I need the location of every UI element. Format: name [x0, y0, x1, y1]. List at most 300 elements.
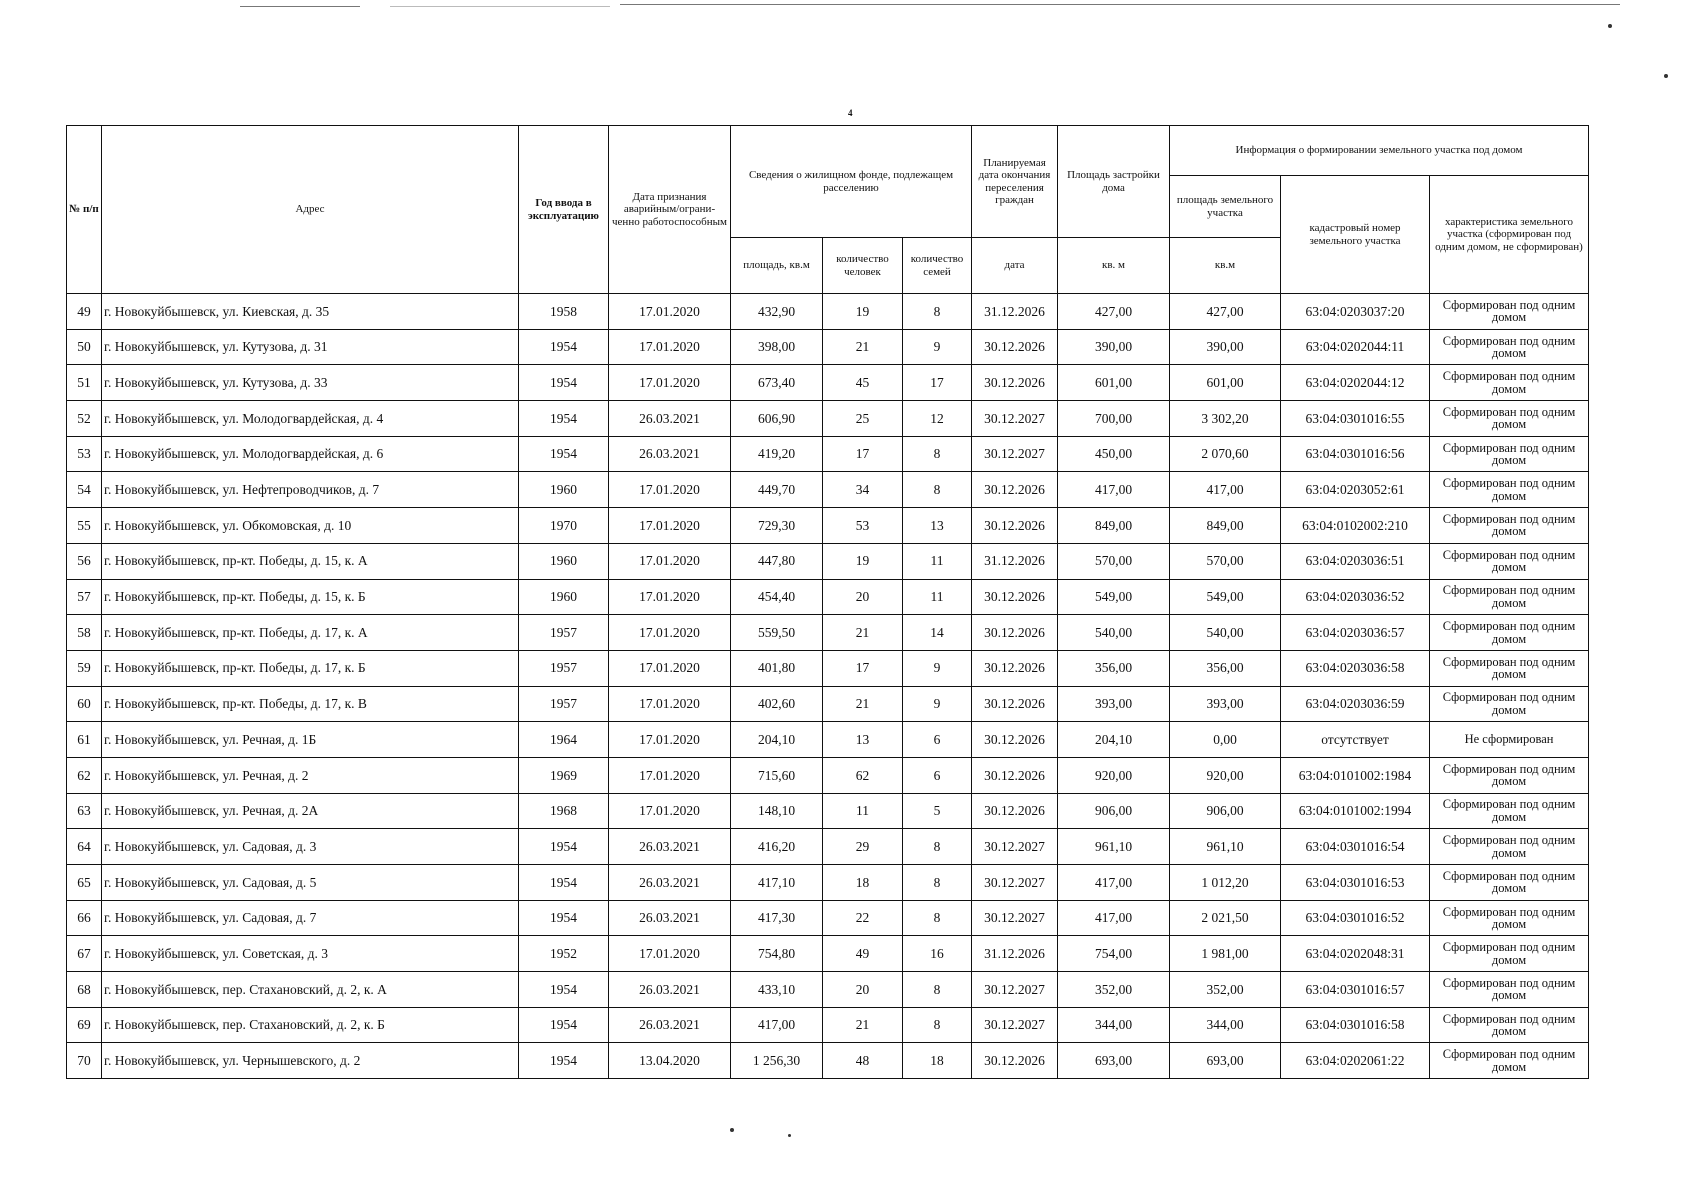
cell-characteristic: Сформирован под одним домом: [1430, 829, 1589, 865]
cell-families: 9: [903, 329, 972, 365]
cell-building-area: 427,00: [1058, 294, 1170, 330]
table-row: [67, 508, 1589, 544]
cell-people: 34: [823, 472, 903, 508]
cell-recognized: 26.03.2021: [609, 1007, 731, 1043]
cell-area: 417,30: [731, 900, 823, 936]
cell-building-area: 961,10: [1058, 829, 1170, 865]
table-row: [67, 579, 1589, 615]
cell-land-area: 601,00: [1170, 365, 1281, 401]
cell-recognized: 17.01.2020: [609, 793, 731, 829]
cell-people: 62: [823, 757, 903, 793]
cell-characteristic: Сформирован под одним домом: [1430, 1007, 1589, 1043]
cell-recognized: 26.03.2021: [609, 900, 731, 936]
cell-num: 49: [67, 294, 102, 330]
cell-recognized: 17.01.2020: [609, 472, 731, 508]
cell-planned: 30.12.2026: [972, 757, 1058, 793]
cell-recognized: 17.01.2020: [609, 579, 731, 615]
cell-year: 1954: [519, 365, 609, 401]
cell-num: 56: [67, 543, 102, 579]
cell-characteristic: Сформирован под одним домом: [1430, 543, 1589, 579]
page-number: 4: [848, 108, 853, 118]
cell-area: 449,70: [731, 472, 823, 508]
cell-cadastral: 63:04:0202061:22: [1281, 1043, 1430, 1079]
cell-year: 1957: [519, 686, 609, 722]
cell-planned: 30.12.2026: [972, 686, 1058, 722]
cell-recognized: 26.03.2021: [609, 972, 731, 1008]
table-body: [67, 294, 1589, 1079]
cell-cadastral: 63:04:0203052:61: [1281, 472, 1430, 508]
cell-families: 9: [903, 686, 972, 722]
cell-year: 1958: [519, 294, 609, 330]
cell-num: 51: [67, 365, 102, 401]
cell-people: 21: [823, 686, 903, 722]
cell-land-area: 393,00: [1170, 686, 1281, 722]
scan-artifact-line: [620, 4, 1620, 5]
cell-people: 20: [823, 579, 903, 615]
cell-families: 5: [903, 793, 972, 829]
cell-recognized: 17.01.2020: [609, 936, 731, 972]
cell-families: 8: [903, 436, 972, 472]
cell-num: 62: [67, 757, 102, 793]
cell-recognized: 17.01.2020: [609, 722, 731, 758]
cell-building-area: 549,00: [1058, 579, 1170, 615]
cell-num: 54: [67, 472, 102, 508]
cell-families: 11: [903, 579, 972, 615]
scan-dot: [1608, 24, 1612, 28]
header-land-characteristic: характеристика земельного участка (сформирован под одним домом, не сформирован): [1430, 176, 1589, 294]
cell-building-area: 601,00: [1058, 365, 1170, 401]
cell-people: 48: [823, 1043, 903, 1079]
scan-dot: [730, 1128, 734, 1132]
cell-area: 432,90: [731, 294, 823, 330]
cell-year: 1970: [519, 508, 609, 544]
cell-year: 1968: [519, 793, 609, 829]
table-row: [67, 900, 1589, 936]
cell-characteristic: Сформирован под одним домом: [1430, 650, 1589, 686]
cell-address: г. Новокуйбышевск, ул. Речная, д. 1Б: [102, 722, 519, 758]
cell-num: 55: [67, 508, 102, 544]
header-date-unit: дата: [972, 238, 1058, 294]
table-row: [67, 365, 1589, 401]
cell-land-area: 390,00: [1170, 329, 1281, 365]
cell-land-area: 427,00: [1170, 294, 1281, 330]
cell-characteristic: Сформирован под одним домом: [1430, 365, 1589, 401]
cell-recognized: 17.01.2020: [609, 508, 731, 544]
cell-families: 17: [903, 365, 972, 401]
table-row: [67, 793, 1589, 829]
cell-area: 606,90: [731, 401, 823, 437]
cell-cadastral: 63:04:0301016:56: [1281, 436, 1430, 472]
cell-cadastral: 63:04:0203037:20: [1281, 294, 1430, 330]
cell-address: г. Новокуйбышевск, ул. Кутузова, д. 33: [102, 365, 519, 401]
cell-land-area: 356,00: [1170, 650, 1281, 686]
cell-year: 1969: [519, 757, 609, 793]
cell-building-area: 393,00: [1058, 686, 1170, 722]
cell-recognized: 17.01.2020: [609, 294, 731, 330]
table-row: [67, 829, 1589, 865]
cell-people: 17: [823, 650, 903, 686]
cell-address: г. Новокуйбышевск, ул. Советская, д. 3: [102, 936, 519, 972]
cell-building-area: 849,00: [1058, 508, 1170, 544]
cell-num: 67: [67, 936, 102, 972]
cell-num: 69: [67, 1007, 102, 1043]
cell-address: г. Новокуйбышевск, пер. Стахановский, д. 2, к. А: [102, 972, 519, 1008]
cell-year: 1960: [519, 579, 609, 615]
cell-people: 18: [823, 865, 903, 901]
cell-year: 1954: [519, 829, 609, 865]
cell-cadastral: 63:04:0301016:55: [1281, 401, 1430, 437]
header-land-area: площадь земельного участка: [1170, 176, 1281, 238]
cell-land-area: 2 070,60: [1170, 436, 1281, 472]
table-row: [67, 543, 1589, 579]
cell-area: 447,80: [731, 543, 823, 579]
cell-land-area: 906,00: [1170, 793, 1281, 829]
cell-address: г. Новокуйбышевск, ул. Садовая, д. 7: [102, 900, 519, 936]
header-building-area-unit: кв. м: [1058, 238, 1170, 294]
table-row: [67, 401, 1589, 437]
cell-area: 416,20: [731, 829, 823, 865]
cell-land-area: 693,00: [1170, 1043, 1281, 1079]
cell-characteristic: Сформирован под одним домом: [1430, 972, 1589, 1008]
cell-people: 22: [823, 900, 903, 936]
cell-recognized: 17.01.2020: [609, 543, 731, 579]
cell-people: 21: [823, 615, 903, 651]
cell-building-area: 352,00: [1058, 972, 1170, 1008]
cell-land-area: 0,00: [1170, 722, 1281, 758]
cell-families: 8: [903, 865, 972, 901]
cell-people: 25: [823, 401, 903, 437]
cell-address: г. Новокуйбышевск, пр-кт. Победы, д. 15, к. Б: [102, 579, 519, 615]
cell-people: 49: [823, 936, 903, 972]
cell-planned: 30.12.2026: [972, 615, 1058, 651]
cell-address: г. Новокуйбышевск, пр-кт. Победы, д. 17, к. А: [102, 615, 519, 651]
table-row: [67, 972, 1589, 1008]
cell-area: 673,40: [731, 365, 823, 401]
cell-address: г. Новокуйбышевск, пр-кт. Победы, д. 15, к. А: [102, 543, 519, 579]
cell-building-area: 450,00: [1058, 436, 1170, 472]
cell-address: г. Новокуйбышевск, пр-кт. Победы, д. 17, к. Б: [102, 650, 519, 686]
cell-land-area: 3 302,20: [1170, 401, 1281, 437]
cell-land-area: 920,00: [1170, 757, 1281, 793]
cell-cadastral: отсутствует: [1281, 722, 1430, 758]
cell-people: 21: [823, 1007, 903, 1043]
cell-num: 61: [67, 722, 102, 758]
cell-people: 19: [823, 543, 903, 579]
cell-families: 12: [903, 401, 972, 437]
cell-area: 417,00: [731, 1007, 823, 1043]
cell-num: 63: [67, 793, 102, 829]
cell-planned: 30.12.2027: [972, 401, 1058, 437]
resettlement-table: [66, 125, 1589, 1079]
cell-year: 1964: [519, 722, 609, 758]
cell-area: 729,30: [731, 508, 823, 544]
cell-recognized: 17.01.2020: [609, 686, 731, 722]
cell-people: 11: [823, 793, 903, 829]
cell-cadastral: 63:04:0203036:58: [1281, 650, 1430, 686]
cell-planned: 30.12.2026: [972, 329, 1058, 365]
cell-cadastral: 63:04:0301016:53: [1281, 865, 1430, 901]
table-row: [67, 722, 1589, 758]
cell-recognized: 17.01.2020: [609, 757, 731, 793]
cell-families: 13: [903, 508, 972, 544]
cell-characteristic: Сформирован под одним домом: [1430, 793, 1589, 829]
cell-cadastral: 63:04:0301016:57: [1281, 972, 1430, 1008]
cell-building-area: 417,00: [1058, 865, 1170, 901]
cell-area: 433,10: [731, 972, 823, 1008]
cell-building-area: 700,00: [1058, 401, 1170, 437]
header-num: № п/п: [67, 126, 102, 294]
cell-land-area: 549,00: [1170, 579, 1281, 615]
scan-artifact-line: [240, 6, 360, 7]
header-people-count: количество человек: [823, 238, 903, 294]
cell-address: г. Новокуйбышевск, ул. Кутузова, д. 31: [102, 329, 519, 365]
cell-year: 1957: [519, 615, 609, 651]
cell-recognized: 17.01.2020: [609, 329, 731, 365]
cell-land-area: 1 012,20: [1170, 865, 1281, 901]
table-row: [67, 472, 1589, 508]
cell-num: 65: [67, 865, 102, 901]
cell-planned: 30.12.2026: [972, 365, 1058, 401]
cell-characteristic: Сформирован под одним домом: [1430, 401, 1589, 437]
table-row: [67, 329, 1589, 365]
cell-area: 1 256,30: [731, 1043, 823, 1079]
cell-land-area: 344,00: [1170, 1007, 1281, 1043]
cell-planned: 30.12.2027: [972, 829, 1058, 865]
cell-characteristic: Сформирован под одним домом: [1430, 472, 1589, 508]
cell-year: 1954: [519, 436, 609, 472]
cell-building-area: 540,00: [1058, 615, 1170, 651]
cell-recognized: 26.03.2021: [609, 865, 731, 901]
cell-cadastral: 63:04:0203036:52: [1281, 579, 1430, 615]
cell-num: 68: [67, 972, 102, 1008]
cell-land-area: 417,00: [1170, 472, 1281, 508]
cell-characteristic: Не сформирован: [1430, 722, 1589, 758]
cell-planned: 30.12.2026: [972, 472, 1058, 508]
cell-building-area: 356,00: [1058, 650, 1170, 686]
cell-characteristic: Сформирован под одним домом: [1430, 900, 1589, 936]
cell-cadastral: 63:04:0102002:210: [1281, 508, 1430, 544]
cell-characteristic: Сформирован под одним домом: [1430, 1043, 1589, 1079]
cell-year: 1954: [519, 865, 609, 901]
cell-people: 17: [823, 436, 903, 472]
cell-cadastral: 63:04:0101002:1984: [1281, 757, 1430, 793]
cell-people: 21: [823, 329, 903, 365]
cell-families: 6: [903, 757, 972, 793]
table-row: [67, 757, 1589, 793]
cell-year: 1960: [519, 543, 609, 579]
cell-area: 402,60: [731, 686, 823, 722]
cell-people: 29: [823, 829, 903, 865]
cell-people: 13: [823, 722, 903, 758]
cell-address: г. Новокуйбышевск, ул. Речная, д. 2: [102, 757, 519, 793]
cell-address: г. Новокуйбышевск, ул. Садовая, д. 5: [102, 865, 519, 901]
cell-cadastral: 63:04:0101002:1994: [1281, 793, 1430, 829]
cell-area: 419,20: [731, 436, 823, 472]
cell-address: г. Новокуйбышевск, пр-кт. Победы, д. 17, к. В: [102, 686, 519, 722]
cell-area: 148,10: [731, 793, 823, 829]
cell-planned: 31.12.2026: [972, 543, 1058, 579]
cell-characteristic: Сформирован под одним домом: [1430, 329, 1589, 365]
cell-characteristic: Сформирован под одним домом: [1430, 294, 1589, 330]
cell-people: 19: [823, 294, 903, 330]
cell-people: 20: [823, 972, 903, 1008]
cell-num: 59: [67, 650, 102, 686]
cell-cadastral: 63:04:0202044:11: [1281, 329, 1430, 365]
cell-building-area: 344,00: [1058, 1007, 1170, 1043]
cell-building-area: 693,00: [1058, 1043, 1170, 1079]
cell-building-area: 417,00: [1058, 900, 1170, 936]
cell-building-area: 920,00: [1058, 757, 1170, 793]
cell-land-area: 570,00: [1170, 543, 1281, 579]
scan-artifact-line: [390, 6, 610, 7]
cell-recognized: 26.03.2021: [609, 401, 731, 437]
cell-year: 1954: [519, 329, 609, 365]
cell-families: 9: [903, 650, 972, 686]
cell-area: 204,10: [731, 722, 823, 758]
cell-cadastral: 63:04:0203036:51: [1281, 543, 1430, 579]
cell-land-area: 961,10: [1170, 829, 1281, 865]
cell-year: 1954: [519, 972, 609, 1008]
cell-characteristic: Сформирован под одним домом: [1430, 436, 1589, 472]
header-year: Год ввода в эксплуатацию: [519, 126, 609, 294]
cell-planned: 30.12.2026: [972, 793, 1058, 829]
cell-land-area: 1 981,00: [1170, 936, 1281, 972]
cell-characteristic: Сформирован под одним домом: [1430, 936, 1589, 972]
cell-area: 401,80: [731, 650, 823, 686]
cell-families: 11: [903, 543, 972, 579]
cell-year: 1954: [519, 401, 609, 437]
cell-num: 52: [67, 401, 102, 437]
cell-families: 18: [903, 1043, 972, 1079]
cell-num: 64: [67, 829, 102, 865]
cell-building-area: 570,00: [1058, 543, 1170, 579]
cell-address: г. Новокуйбышевск, ул. Киевская, д. 35: [102, 294, 519, 330]
cell-planned: 31.12.2026: [972, 294, 1058, 330]
cell-families: 16: [903, 936, 972, 972]
cell-area: 559,50: [731, 615, 823, 651]
header-housing-info: Сведения о жилищном фонде, подлежащем расселению: [731, 126, 972, 238]
table-row: [67, 1043, 1589, 1079]
cell-year: 1954: [519, 900, 609, 936]
cell-planned: 30.12.2027: [972, 900, 1058, 936]
cell-families: 8: [903, 1007, 972, 1043]
cell-area: 417,10: [731, 865, 823, 901]
table-row: [67, 650, 1589, 686]
table-row: [67, 615, 1589, 651]
table-row: [67, 936, 1589, 972]
cell-cadastral: 63:04:0203036:59: [1281, 686, 1430, 722]
cell-families: 8: [903, 972, 972, 1008]
cell-land-area: 352,00: [1170, 972, 1281, 1008]
cell-year: 1957: [519, 650, 609, 686]
cell-characteristic: Сформирован под одним домом: [1430, 508, 1589, 544]
cell-land-area: 849,00: [1170, 508, 1281, 544]
cell-address: г. Новокуйбышевск, ул. Молодогвардейская, д. 4: [102, 401, 519, 437]
table-row: [67, 1007, 1589, 1043]
cell-cadastral: 63:04:0203036:57: [1281, 615, 1430, 651]
cell-num: 53: [67, 436, 102, 472]
cell-recognized: 17.01.2020: [609, 615, 731, 651]
header-area-sqm: площадь, кв.м: [731, 238, 823, 294]
cell-planned: 30.12.2026: [972, 579, 1058, 615]
scan-dot: [788, 1134, 791, 1137]
cell-recognized: 17.01.2020: [609, 650, 731, 686]
header-family-count: количество семей: [903, 238, 972, 294]
cell-people: 53: [823, 508, 903, 544]
cell-address: г. Новокуйбышевск, пер. Стахановский, д. 2, к. Б: [102, 1007, 519, 1043]
cell-cadastral: 63:04:0301016:52: [1281, 900, 1430, 936]
cell-families: 8: [903, 829, 972, 865]
cell-land-area: 2 021,50: [1170, 900, 1281, 936]
cell-cadastral: 63:04:0301016:58: [1281, 1007, 1430, 1043]
cell-address: г. Новокуйбышевск, ул. Нефтепроводчиков, д. 7: [102, 472, 519, 508]
table-row: [67, 686, 1589, 722]
cell-planned: 30.12.2027: [972, 972, 1058, 1008]
cell-num: 57: [67, 579, 102, 615]
cell-families: 8: [903, 472, 972, 508]
cell-num: 60: [67, 686, 102, 722]
cell-characteristic: Сформирован под одним домом: [1430, 579, 1589, 615]
cell-recognized: 17.01.2020: [609, 365, 731, 401]
cell-planned: 30.12.2026: [972, 508, 1058, 544]
cell-planned: 31.12.2026: [972, 936, 1058, 972]
cell-cadastral: 63:04:0202044:12: [1281, 365, 1430, 401]
cell-num: 70: [67, 1043, 102, 1079]
cell-characteristic: Сформирован под одним домом: [1430, 686, 1589, 722]
cell-address: г. Новокуйбышевск, ул. Обкомовская, д. 10: [102, 508, 519, 544]
cell-year: 1954: [519, 1043, 609, 1079]
cell-address: г. Новокуйбышевск, ул. Чернышевского, д. 2: [102, 1043, 519, 1079]
cell-planned: 30.12.2027: [972, 865, 1058, 901]
table-row: [67, 436, 1589, 472]
cell-area: 454,40: [731, 579, 823, 615]
header-address: Адрес: [102, 126, 519, 294]
cell-area: 754,80: [731, 936, 823, 972]
cell-planned: 30.12.2026: [972, 722, 1058, 758]
cell-address: г. Новокуйбышевск, ул. Речная, д. 2А: [102, 793, 519, 829]
cell-building-area: 417,00: [1058, 472, 1170, 508]
cell-planned: 30.12.2026: [972, 650, 1058, 686]
cell-planned: 30.12.2027: [972, 1007, 1058, 1043]
cell-land-area: 540,00: [1170, 615, 1281, 651]
cell-planned: 30.12.2027: [972, 436, 1058, 472]
header-land-info: Информация о формировании земельного участка под домом: [1170, 126, 1589, 176]
cell-area: 715,60: [731, 757, 823, 793]
cell-building-area: 390,00: [1058, 329, 1170, 365]
cell-families: 14: [903, 615, 972, 651]
table-row: [67, 294, 1589, 330]
cell-building-area: 754,00: [1058, 936, 1170, 972]
cell-year: 1952: [519, 936, 609, 972]
cell-num: 58: [67, 615, 102, 651]
cell-year: 1954: [519, 1007, 609, 1043]
header-building-area: Площадь застройки дома: [1058, 126, 1170, 238]
cell-planned: 30.12.2026: [972, 1043, 1058, 1079]
header-planned-date: Планируемая дата окончания переселения граждан: [972, 126, 1058, 238]
cell-area: 398,00: [731, 329, 823, 365]
scan-dot: [1664, 74, 1668, 78]
cell-families: 6: [903, 722, 972, 758]
cell-num: 50: [67, 329, 102, 365]
header-cadastral: кадастровый номер земельного участка: [1281, 176, 1430, 294]
cell-characteristic: Сформирован под одним домом: [1430, 757, 1589, 793]
cell-building-area: 906,00: [1058, 793, 1170, 829]
cell-families: 8: [903, 294, 972, 330]
header-land-area-unit: кв.м: [1170, 238, 1281, 294]
cell-cadastral: 63:04:0202048:31: [1281, 936, 1430, 972]
cell-address: г. Новокуйбышевск, ул. Молодогвардейская, д. 6: [102, 436, 519, 472]
cell-recognized: 13.04.2020: [609, 1043, 731, 1079]
